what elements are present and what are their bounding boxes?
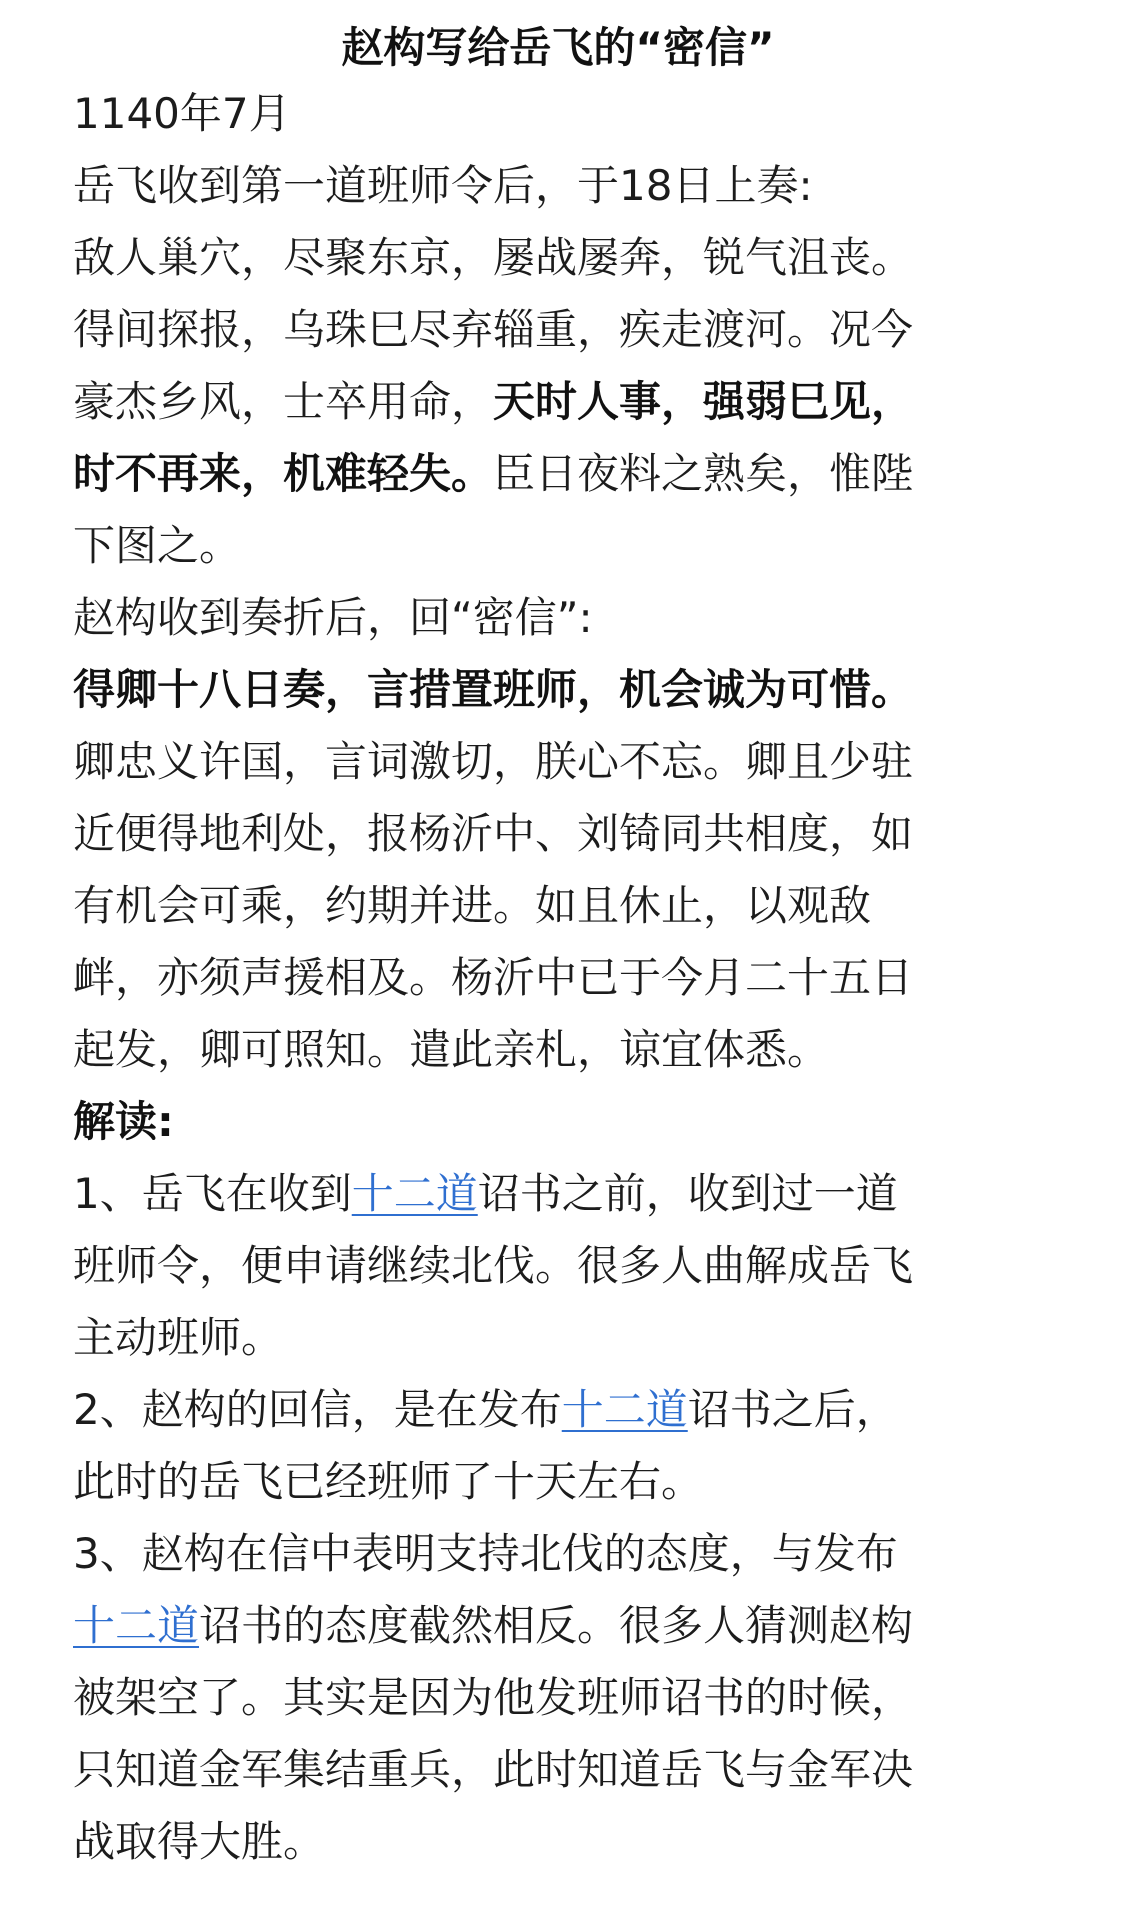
point-line: 班师令，便申请继续北伐。很多人曲解成岳飞 bbox=[73, 1241, 914, 1290]
point-line: 3、赵构在信中表明支持北伐的态度，与发布 bbox=[73, 1529, 898, 1578]
memorial-bold-text: 时不再来，机难轻失。 bbox=[73, 449, 494, 498]
reply-intro-line: 赵构收到奏折后，回“密信”: bbox=[73, 593, 593, 642]
letter-quote bbox=[73, 654, 1063, 1086]
memorial-line bbox=[73, 366, 1063, 438]
twelve-edicts-link[interactable]: 十二道 bbox=[351, 1169, 478, 1218]
date-line: 1140年7月 bbox=[73, 89, 291, 138]
point-line: 只知道金军集结重兵，此时知道岳飞与金军决 bbox=[73, 1745, 914, 1794]
article bbox=[73, 18, 1063, 1878]
point-text: 诏书的态度截然相反。很多人猜测赵构 bbox=[199, 1601, 914, 1650]
analysis-heading: 解读: bbox=[73, 1097, 174, 1146]
letter-line: 近便得地利处，报杨沂中、刘锜同共相度，如 bbox=[73, 809, 914, 858]
analysis-point-3 bbox=[73, 1518, 1063, 1878]
point-text: 诏书之后， bbox=[687, 1385, 898, 1434]
point-text: 1、岳飞在收到 bbox=[73, 1169, 352, 1218]
intro-line: 岳飞收到第一道班师令后，于18日上奏: bbox=[73, 161, 813, 210]
point-line: 主动班师。 bbox=[73, 1313, 284, 1362]
memorial-line: 得间探报，乌珠巳尽弃辎重，疾走渡河。况今 bbox=[73, 305, 914, 354]
point-line: 被架空了。其实是因为他发班师诏书的时候， bbox=[73, 1673, 914, 1722]
article-title: 赵构写给岳飞的“密信” bbox=[341, 23, 775, 72]
memorial-text: 臣日夜料之熟矣，惟陛 bbox=[493, 449, 914, 498]
point-line: 战取得大胜。 bbox=[73, 1817, 326, 1866]
memorial-line: 敌人巢穴，尽聚东京，屡战屡奔，锐气沮丧。 bbox=[73, 233, 914, 282]
analysis-point-1 bbox=[73, 1158, 1063, 1374]
point-line bbox=[73, 1374, 1063, 1446]
memorial-text: 豪杰乡风，士卒用命， bbox=[73, 377, 494, 426]
letter-line: 衅，亦须声援相及。杨沂中已于今月二十五日 bbox=[73, 953, 914, 1002]
point-line: 此时的岳飞已经班师了十天左右。 bbox=[73, 1457, 704, 1506]
analysis-point-2 bbox=[73, 1374, 1063, 1518]
memorial-bold-text: 天时人事，强弱巳见， bbox=[493, 377, 914, 426]
letter-line: 起发，卿可照知。遣此亲札，谅宜体悉。 bbox=[73, 1025, 830, 1074]
point-line bbox=[73, 1590, 1063, 1662]
point-text: 诏书之前，收到过一道 bbox=[477, 1169, 898, 1218]
memorial-line bbox=[73, 438, 1063, 510]
letter-line: 得卿十八日奏，言措置班师，机会诚为可惜。 bbox=[73, 665, 914, 714]
twelve-edicts-link[interactable]: 十二道 bbox=[561, 1385, 688, 1434]
twelve-edicts-link[interactable]: 十二道 bbox=[73, 1601, 200, 1650]
letter-line: 有机会可乘，约期并进。如且休止，以观敌 bbox=[73, 881, 872, 930]
memorial-quote bbox=[73, 222, 1063, 582]
letter-line: 卿忠义许国，言词激切，朕心不忘。卿且少驻 bbox=[73, 737, 914, 786]
memorial-line: 下图之。 bbox=[73, 521, 242, 570]
point-line bbox=[73, 1158, 1063, 1230]
point-text: 2、赵构的回信，是在发布 bbox=[73, 1385, 562, 1434]
